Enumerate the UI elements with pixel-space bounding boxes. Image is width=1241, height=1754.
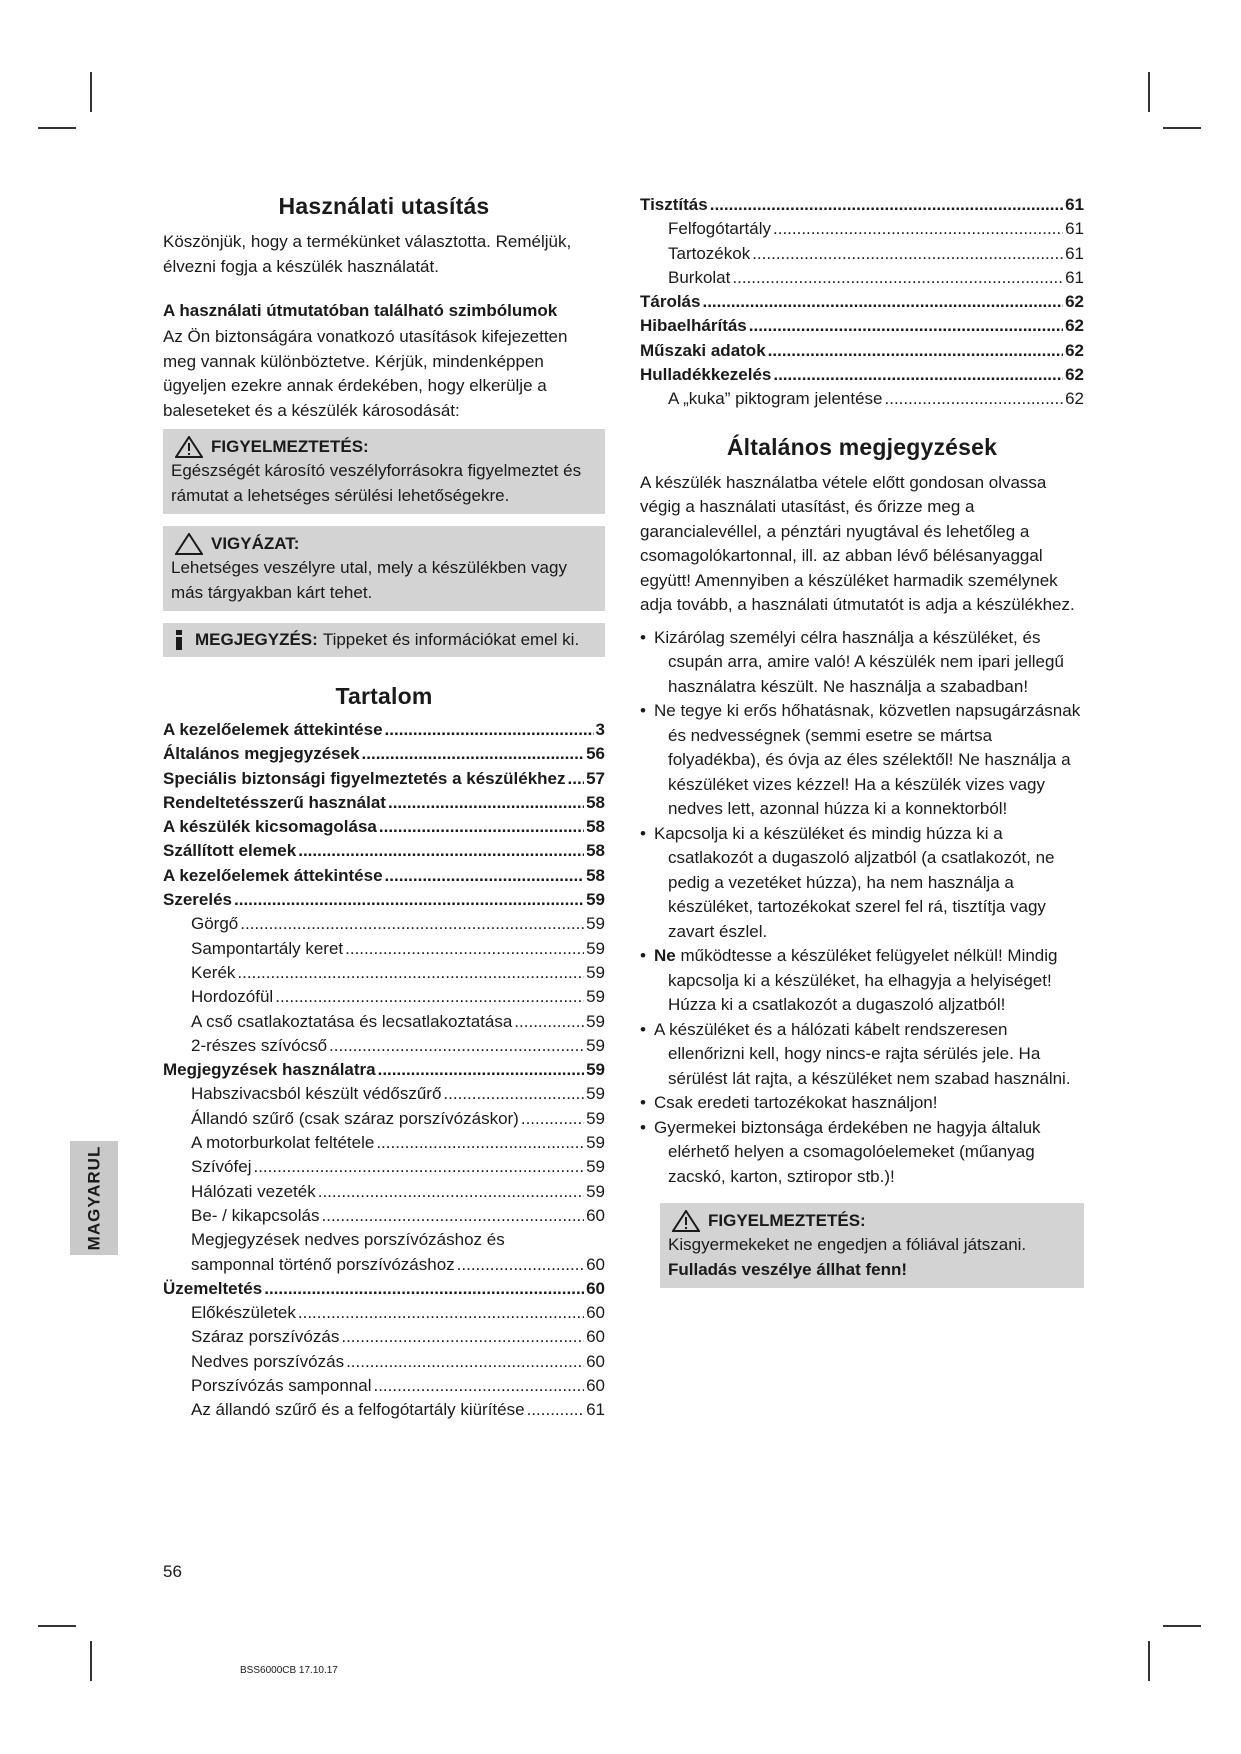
toc-entry [640,339,1084,363]
toc-entry-title: Speciális biztonsági figyelmeztetés a készülékhez [163,768,566,788]
crop-mark [1148,72,1150,112]
toc-entry-page: 61 [1065,195,1084,214]
toc-entry [163,718,605,742]
toc-entry [163,1082,605,1106]
toc-entry-page: 60 [586,1254,605,1274]
toc-entry [163,1398,605,1422]
toc-entry-page: 61 [1065,267,1084,287]
bullet-text: Gyermekei biztonsága érdekében ne hagyja általuk elérhető helyen a csomagolóelemeket (műanyag zacskó, karton, sztiropor stb.)! [654,1117,1041,1186]
toc-entry-title: Burkolat [668,267,731,287]
toc-entry [163,1155,605,1179]
toc-entry [163,1131,605,1155]
toc-entry-title: A kezelőelemek áttekintése [163,865,383,885]
toc-entry-page: 59 [586,987,605,1007]
toc-entry [163,864,605,888]
toc-entry-title: Rendeltetésszerű használat [163,792,386,812]
toc-entry-page: 59 [586,962,605,982]
toc-entry-title: Be- / kikapcsolás [191,1205,320,1225]
toc-entry [163,1350,605,1374]
toc-entry-page: 59 [586,1108,605,1128]
toc-entry [640,314,1084,338]
bullet-text: Kizárólag személyi célra használja a készüléket, és csupán arra, amire való! A készülék nem ipari jellegű használatra készült. Ne használja a szabadban! [654,627,1064,696]
toc-entry-page: 58 [586,865,605,885]
toc-entry-page: 61 [586,1400,605,1420]
toc-entry [163,791,605,815]
toc-entry [163,742,605,766]
toc-entry [163,1228,605,1277]
warning-text: Kisgyermekeket ne engedjen a fóliával játszani. [668,1235,1027,1255]
toc-entry-page: 59 [586,1035,605,1055]
bullet-text: működtesse a készüléket felügyelet nélkül! Mindig kapcsolja ki a készüléket, ha elhagyja a helyiséget! Húzza ki a csatlakozót a dugaszoló aljzatból! [668,946,1058,1015]
toc-entry [163,839,605,863]
toc-entry-page: 60 [586,1376,605,1396]
toc-list [163,718,605,1423]
warning-box-right [660,1203,1084,1288]
bullet-text: Csak eredeti tartozékokat használjon! [654,1093,938,1113]
right-column [640,193,1084,1300]
toc-entry [163,1204,605,1228]
toc-entry [640,290,1084,314]
toc-entry-title: Kerék [191,962,236,982]
toc-entry-title-continued: samponnal történő porszívózáshoz [191,1254,455,1274]
toc-entry [163,888,605,912]
bullet-item [640,822,1084,945]
caution-box [163,526,605,611]
toc-entry-title: Állandó szűrő (csak száraz porszívózáskor) [191,1108,519,1128]
toc-entry-title: Hibaelhárítás [640,316,747,336]
toc-entry-page: 62 [1065,340,1084,360]
toc-entry [163,1301,605,1325]
toc-entry-page: 59 [586,1181,605,1201]
note-title: MEGJEGYZÉS: [195,630,318,649]
toc-entry-title: A „kuka” piktogram jelentése [668,389,883,409]
bullet-item [640,1091,1084,1116]
bullet-item [640,944,1084,1018]
toc-entry-page: 61 [1065,243,1084,263]
caution-triangle-icon [175,533,203,555]
toc-entry-page: 58 [586,792,605,812]
toc-entry [163,1277,605,1301]
crop-mark [1163,1625,1201,1627]
warning-box [163,429,605,514]
toc-entry [640,266,1084,290]
crop-mark [90,1641,92,1681]
page-title: Használati utasítás [278,193,490,219]
toc-entry-title: Száraz porszívózás [191,1327,340,1347]
bullet-item [640,1018,1084,1092]
caution-text: Lehetséges veszélyre utal, mely a készülékben vagy más tárgyakban kárt tehet. [171,558,567,602]
toc-entry-title: A motorburkolat feltétele [191,1133,375,1153]
symbols-heading: A használati útmutatóban található szimbólumok [163,301,558,320]
toc-entry [163,815,605,839]
bullet-bold-lead: Ne [654,946,676,966]
warning-bold-text: Fulladás veszélye állhat fenn! [668,1259,908,1279]
bullet-item [640,626,1084,700]
toc-entry-page: 60 [586,1278,605,1298]
toc-entry [163,1107,605,1131]
toc-entry-title: Tárolás [640,292,701,312]
toc-entry-title: Görgő [191,914,239,934]
toc-entry-title: Felfogótartály [668,219,771,239]
toc-entry-title: Nedves porszívózás [191,1351,345,1371]
toc-entry-page: 60 [586,1303,605,1323]
toc-entry [163,937,605,961]
toc-entry-page: 60 [586,1327,605,1347]
toc-entry [163,767,605,791]
footer-code: BSS6000CB 17.10.17 [240,1665,338,1676]
toc-entry [163,1058,605,1082]
toc-entry-title: Szívófej [191,1157,252,1177]
crop-mark [38,127,76,129]
toc-entry-page: 62 [1065,389,1084,409]
toc-entry-page: 59 [586,1060,605,1080]
info-icon [173,628,185,652]
language-tab [70,1141,118,1255]
toc-entry-page: 59 [586,938,605,958]
toc-entry [163,985,605,1009]
toc-entry-title: A készülék kicsomagolása [163,817,377,837]
toc-entry-title: Szerelés [163,890,232,910]
toc-entry-title: 2-részes szívócső [191,1035,328,1055]
toc-entry-page: 62 [1065,365,1084,385]
warning-title: FIGYELMEZTETÉS: [708,1211,866,1231]
toc-entry [640,217,1084,241]
toc-entry [163,1325,605,1349]
toc-entry-title: Tartozékok [668,243,751,263]
general-notes-title: Általános megjegyzések [726,433,998,460]
warning-title: FIGYELMEZTETÉS: [211,437,369,456]
toc-entry-title: Hálózati vezeték [191,1181,316,1201]
toc-entry-page: 59 [586,1133,605,1153]
toc-entry [640,363,1084,387]
toc-entry-title: Általános megjegyzések [163,744,360,764]
toc-entry-title: Az állandó szűrő és a felfogótartály kiürítése [191,1400,525,1420]
toc-entry-page: 62 [1065,292,1084,312]
language-tab-label: MAGYARUL [84,1145,103,1251]
bullet-text: Ne tegye ki erős hőhatásnak, közvetlen napsugárzásnak és nedvességnek (semmi esetre se mártsa folyadékba), és óvja az éles szélektől! Ne használja a készüléket vizes kézzel! Ha a készülék vizes vagy nedves lett, azonnal húzza ki a konnektorból! [654,701,1081,819]
toc-entry-title: Szállított elemek [163,841,297,861]
safety-bullet-list [640,626,1084,1190]
general-notes-intro: A készülék használatba vétele előtt gondosan olvassa végig a használati utasítást, és őrizze meg a garancialevéllel, a pénztári nyugtával és lehetőleg a csomagolókartonnal, ill. az abban lévő bélésanyaggal együtt! Amennyiben a készüléket harmadik személynek adja tovább, a használati útmutatót is adja a készülékhez. [640,472,1075,615]
toc-entry-title: Porszívózás samponnal [191,1376,372,1396]
toc-entry-title: Hordozófül [191,987,274,1007]
page-number: 56 [163,1562,182,1581]
toc-entry-page: 59 [586,1157,605,1177]
toc-entry [640,193,1084,217]
toc-entry-title: Hulladékkezelés [640,365,772,385]
bullet-text: A készüléket és a hálózati kábelt rendszeresen ellenőrizni kell, hogy nincs-e rajta sérülés jele. Ha sérülést lát rajta, a készüléket nem szabad használni. [654,1019,1071,1088]
toc-entry-page: 59 [586,1011,605,1031]
note-box [163,623,605,657]
toc-entry-page: 58 [586,841,605,861]
toc-entry [163,1010,605,1034]
warning-text: Egészségét károsító veszélyforrásokra figyelmeztet és rámutat a lehetséges sérülési lehetőségekre. [171,461,582,505]
toc-entry-title: Üzemeltetés [163,1278,263,1298]
warning-triangle-icon [175,436,203,458]
toc-list-continued [640,193,1084,412]
toc-entry-title: Megjegyzések nedves porszívózáshoz és [191,1230,505,1250]
toc-entry [163,912,605,936]
bullet-item [640,1116,1084,1190]
toc-entry-title: A cső csatlakoztatása és lecsatlakoztatása [191,1011,513,1031]
toc-entry-page: 59 [586,914,605,934]
toc-entry [163,1180,605,1204]
toc-entry-page: 60 [586,1205,605,1225]
toc-entry [163,1374,605,1398]
toc-entry-page: 3 [595,720,605,739]
toc-entry [640,242,1084,266]
left-column [163,193,605,1423]
toc-entry-title: Sampontartály keret [191,938,344,958]
bullet-text: Kapcsolja ki a készüléket és mindig húzza ki a csatlakozót a dugaszoló aljzatból (a csatlakozót, ne pedig a vezetéket húzza), ha nem használja a készüléket, tartozékokat szerel fel rá, tisztítja vagy zavart észlel. [654,823,1055,941]
toc-entry-title: Tisztítás [640,195,708,214]
toc-title: Tartalom [335,683,433,709]
warning-triangle-icon [672,1210,700,1232]
bullet-item [640,699,1084,822]
crop-mark [90,72,92,112]
toc-entry-title: Előkészületek [191,1303,296,1323]
toc-entry-page: 60 [586,1351,605,1371]
toc-entry-page: 62 [1065,316,1084,336]
toc-entry-title: Megjegyzések használatra [163,1060,376,1080]
crop-mark [1163,127,1201,129]
intro-text: Köszönjük, hogy a termékünket választotta. Reméljük, élvezni fogja a készülék használatát. [163,232,572,276]
toc-entry [163,1034,605,1058]
toc-entry-page: 56 [586,744,605,764]
toc-entry-page: 57 [586,768,605,788]
crop-mark [38,1625,76,1627]
symbols-text: Az Ön biztonságára vonatkozó utasítások kifejezetten meg vannak különböztetve. Kérjük, mindenképpen ügyeljen ezekre annak érdekében, hogy elkerülje a baleseteket és a készülék károsodását: [163,327,568,420]
toc-entry-page: 61 [1065,219,1084,239]
note-text: Tippeket és információkat emel ki. [322,630,580,649]
toc-entry [640,387,1084,411]
toc-entry-title: A kezelőelemek áttekintése [163,720,383,739]
caution-title: VIGYÁZAT: [211,534,300,553]
toc-entry-title: Műszaki adatok [640,340,766,360]
crop-mark [1148,1641,1150,1681]
toc-entry-page: 59 [586,890,605,910]
toc-entry-page: 59 [586,1084,605,1104]
toc-entry-title: Habszivacsból készült védőszűrő [191,1084,442,1104]
toc-entry [163,961,605,985]
toc-entry-page: 58 [586,817,605,837]
